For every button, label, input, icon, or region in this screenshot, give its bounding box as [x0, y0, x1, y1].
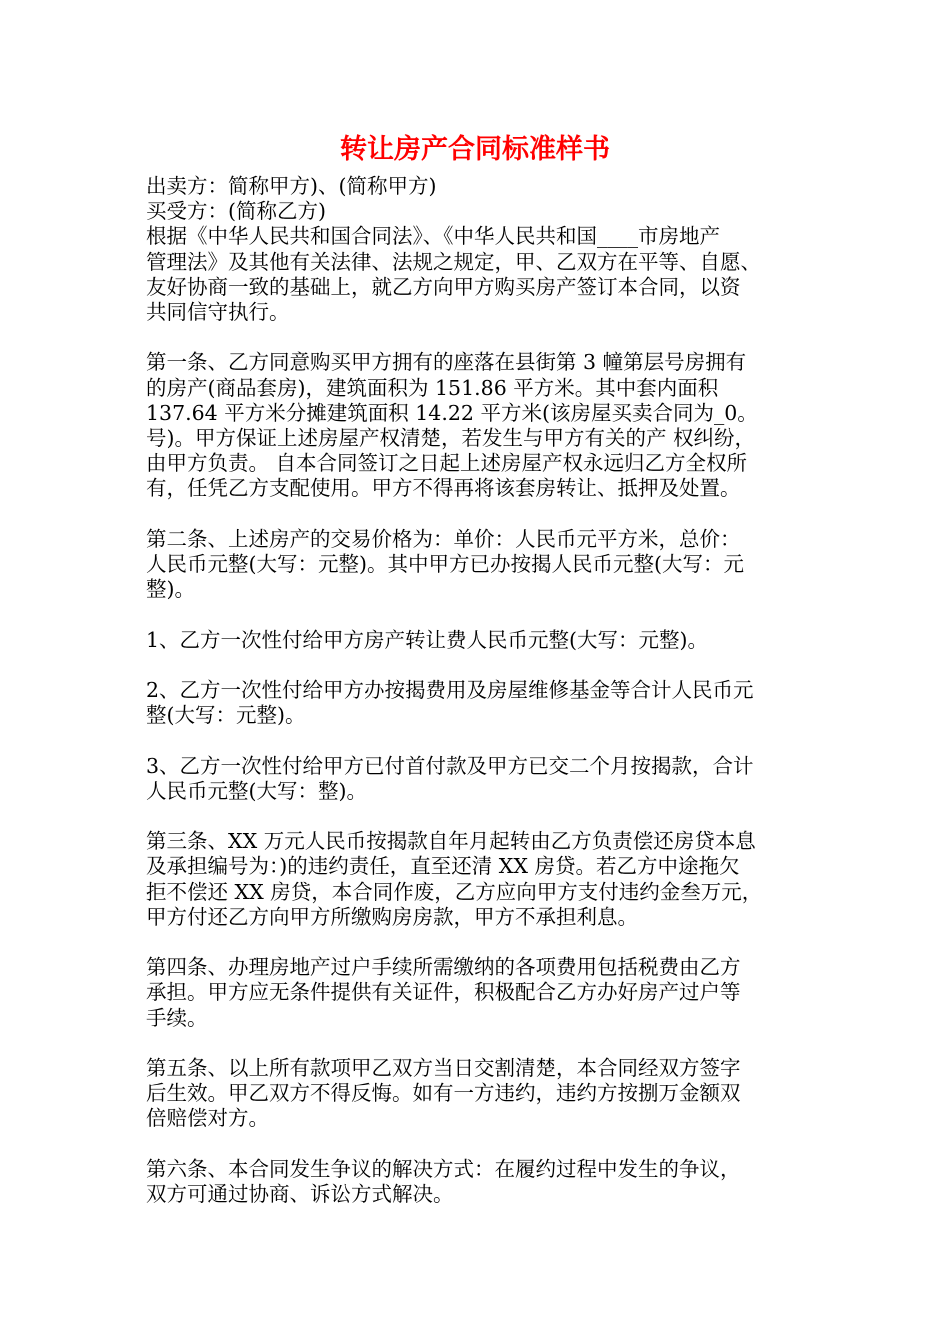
article-3	[146, 829, 816, 930]
text-line: 的房产(商品套房)，建筑面积为 151.86 平方米。其中套内面积	[146, 375, 719, 400]
paragraph-gap	[146, 930, 816, 955]
text-line: 号)。甲方保证上述房屋产权清楚，若发生与甲方有关的产 权纠纷，	[146, 426, 756, 451]
document-title: 转让房产合同标准样书	[340, 134, 610, 165]
text-line: 友好协商一致的基础上，就乙方向甲方购买房产签订本合同，以资	[146, 274, 741, 299]
text-line: 第四条、办理房地产过户手续所需缴纳的各项费用包括税费由乙方	[146, 955, 741, 980]
text-line: 拒不偿还 XX 房贷，本合同作废，乙方应向甲方支付违约金叁万元，	[146, 879, 763, 904]
text-line: 人民币元整(大写：元整)。其中甲方已办按揭人民币元整(大写：元	[146, 552, 744, 577]
text-line: 由甲方负责。 自本合同签订之日起上述房屋产权永远归乙方全权所	[146, 451, 748, 476]
payment-item-2	[146, 678, 816, 728]
text-line: 整(大写：元整)。	[146, 703, 306, 728]
text-line: 第一条、乙方同意购买甲方拥有的座落在县街第 3 幢第层号房拥有	[146, 350, 747, 375]
paragraph-gap	[146, 804, 816, 829]
payment-item-1	[146, 628, 816, 653]
paragraph-gap	[146, 728, 816, 753]
text-line: 双方可通过协商、诉讼方式解决。	[146, 1181, 454, 1206]
text-line: 1、乙方一次性付给甲方房产转让费人民币元整(大写：元整)。	[146, 627, 709, 652]
text-line: 第五条、以上所有款项甲乙双方当日交割清楚，本合同经双方签字	[146, 1055, 741, 1080]
paragraph-gap	[146, 325, 816, 350]
text-line: 有，任凭乙方支配使用。甲方不得再将该套房转让、抵押及处置。	[146, 476, 741, 501]
paragraph-gap	[146, 1031, 816, 1056]
buyer-line: 买受方：(简称乙方)	[146, 199, 326, 224]
article-6	[146, 1157, 816, 1207]
article-5	[146, 1056, 816, 1132]
text-line: 第三条、XX 万元人民币按揭款自年月起转由乙方负责偿还房贷本息	[146, 829, 756, 854]
text-line: 第六条、本合同发生争议的解决方式：在履约过程中发生的争议，	[146, 1156, 741, 1181]
paragraph-gap	[146, 502, 816, 527]
paragraph-gap	[146, 1132, 816, 1157]
text-line: 管理法》及其他有关法律、法规之规定，甲、乙双方在平等、自愿、	[146, 249, 761, 274]
text-line: 承担。甲方应无条件提供有关证件，积极配合乙方办好房产过户等	[146, 980, 741, 1005]
text-line: 人民币元整(大写：整)。	[146, 778, 367, 803]
text-line: 甲方付还乙方向甲方所缴购房房款，甲方不承担利息。	[146, 904, 638, 929]
text-line: 手续。	[146, 1005, 208, 1030]
text-line: 整)。	[146, 577, 195, 602]
article-4	[146, 955, 816, 1031]
preamble-paragraph	[146, 224, 816, 325]
text-line: 共同信守执行。	[146, 300, 290, 325]
payment-item-3	[146, 754, 816, 804]
article-1	[146, 350, 816, 501]
paragraph-gap	[146, 653, 816, 678]
text-line: 3、乙方一次性付给甲方已付首付款及甲方已交二个月按揭款，合计	[146, 753, 754, 778]
text-line: 及承担编号为：)的违约责任，直至还清 XX 房贷。若乙方中途拖欠	[146, 854, 740, 879]
article-2	[146, 527, 816, 603]
text-line: 根据《中华人民共和国合同法》、《中华人民共和国____市房地产	[146, 224, 720, 249]
text-line: 后生效。甲乙双方不得反悔。如有一方违约，违约方按捌万金额双	[146, 1081, 741, 1106]
text-line: 倍赔偿对方。	[146, 1106, 269, 1131]
party-header	[146, 174, 816, 224]
text-line: 2、乙方一次性付给甲方办按揭费用及房屋维修基金等合计人民币元	[146, 678, 754, 702]
text-line: 137.64 平方米分摊建筑面积 14.22 平方米(该房屋买卖合同为_0。	[146, 400, 758, 425]
paragraph-gap	[146, 602, 816, 627]
contract-body	[146, 174, 816, 1207]
seller-line: 出卖方：简称甲方)、(简称甲方)	[146, 174, 437, 198]
text-line: 第二条、上述房产的交易价格为：单价：人民币元平方米，总价：	[146, 526, 741, 551]
